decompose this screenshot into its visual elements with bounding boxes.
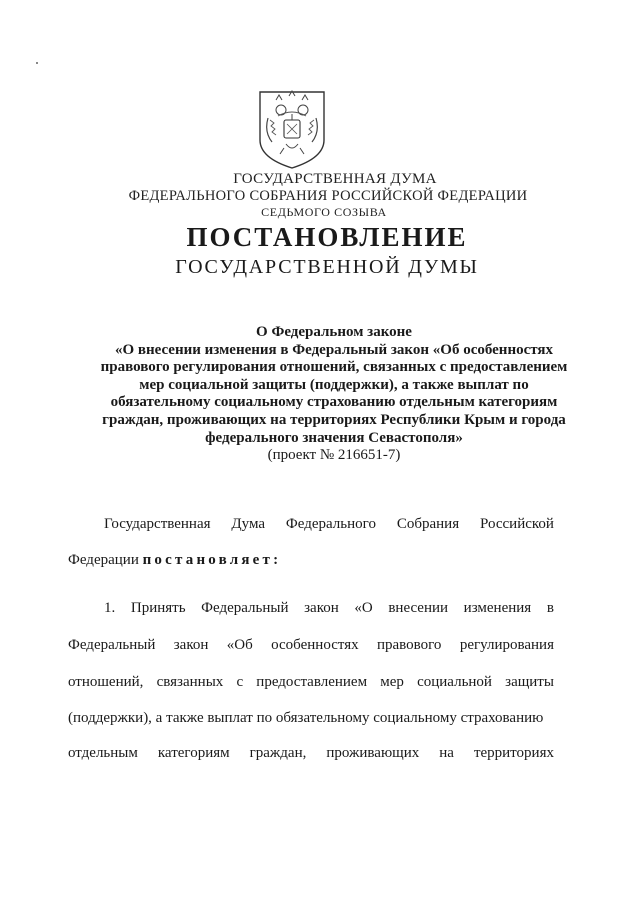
body-word: проживающих	[326, 745, 420, 761]
body-line-5	[68, 674, 554, 691]
body-word: «Об	[226, 637, 253, 653]
body-line-4	[68, 637, 554, 654]
body-word: категориям	[157, 745, 230, 761]
body-word: изменения	[463, 600, 532, 616]
subject-line: федерального значения Севастополя»	[205, 429, 463, 446]
body-line-2	[68, 552, 554, 569]
body-word: отношений,	[68, 674, 144, 690]
body-word: особенностях	[271, 637, 359, 653]
subject-line: мер социальной защиты (поддержки), а также выплат по	[139, 376, 529, 393]
body-word: отдельным	[68, 745, 138, 761]
body-word: с	[236, 674, 244, 690]
org-line-federal-assembly: ФЕДЕРАЛЬНОГО СОБРАНИЯ РОССИЙСКОЙ ФЕДЕРАЦИИ	[128, 188, 528, 204]
body-word: мер	[380, 674, 404, 690]
body-word: закон	[173, 637, 209, 653]
subject-line: «О внесении изменения в Федеральный закон «Об особенностях	[114, 341, 554, 358]
scan-speck	[36, 62, 38, 64]
body-word: на	[439, 745, 454, 761]
org-line-duma: ГОСУДАРСТВЕННАЯ ДУМА	[233, 171, 437, 187]
document-type-title: ПОСТАНОВЛЕНИЕ	[186, 222, 468, 252]
body-word: внесении	[388, 600, 449, 616]
body-word: Государственная	[104, 516, 211, 532]
org-line-convocation: СЕДЬМОГО СОЗЫВА	[261, 205, 387, 219]
body-word: связанных	[156, 674, 224, 690]
body-line-1	[104, 516, 554, 533]
body-word: в	[546, 600, 554, 616]
body-word: Собрания	[396, 516, 460, 532]
body-word: регулирования	[459, 637, 554, 653]
subject-line: О Федеральном законе	[256, 324, 412, 340]
body-word: Федерального	[285, 516, 376, 532]
body-word: граждан,	[249, 745, 307, 761]
subject-line: обязательному социальному страхованию отдельным категориям	[110, 394, 558, 411]
body-word: Федеральный	[68, 637, 156, 653]
body-line-7	[68, 745, 554, 762]
body-word: Федеральный	[201, 600, 289, 616]
body-word: закон	[304, 600, 339, 616]
coat-of-arms-emblem-icon	[254, 88, 330, 170]
body-word: 1.	[104, 600, 116, 616]
body-line-6: (поддержки), а также выплат по обязательному социальному страхованию	[68, 710, 544, 726]
document-type-subtitle: ГОСУДАРСТВЕННОЙ ДУМЫ	[175, 256, 479, 278]
resolves-keyword: постановляет:	[142, 552, 282, 568]
body-word: правового	[377, 637, 442, 653]
body-word: Российской	[480, 516, 554, 532]
bill-project-number: (проект № 216651-7)	[267, 447, 401, 463]
subject-line: правового регулирования отношений, связанных с предоставлением	[100, 359, 568, 376]
body-word: Федерации	[68, 552, 139, 568]
subject-line: граждан, проживающих на территориях Республики Крым и города	[102, 411, 566, 428]
body-word: Дума	[231, 516, 266, 532]
body-word: социальной	[417, 674, 492, 690]
body-word: защиты	[505, 674, 554, 690]
resolution-subject	[60, 324, 608, 447]
body-word: предоставлением	[256, 674, 368, 690]
body-line-3	[104, 600, 554, 617]
body-word: территориях	[473, 745, 554, 761]
body-word: «О	[354, 600, 373, 616]
body-word: Принять	[130, 600, 186, 616]
